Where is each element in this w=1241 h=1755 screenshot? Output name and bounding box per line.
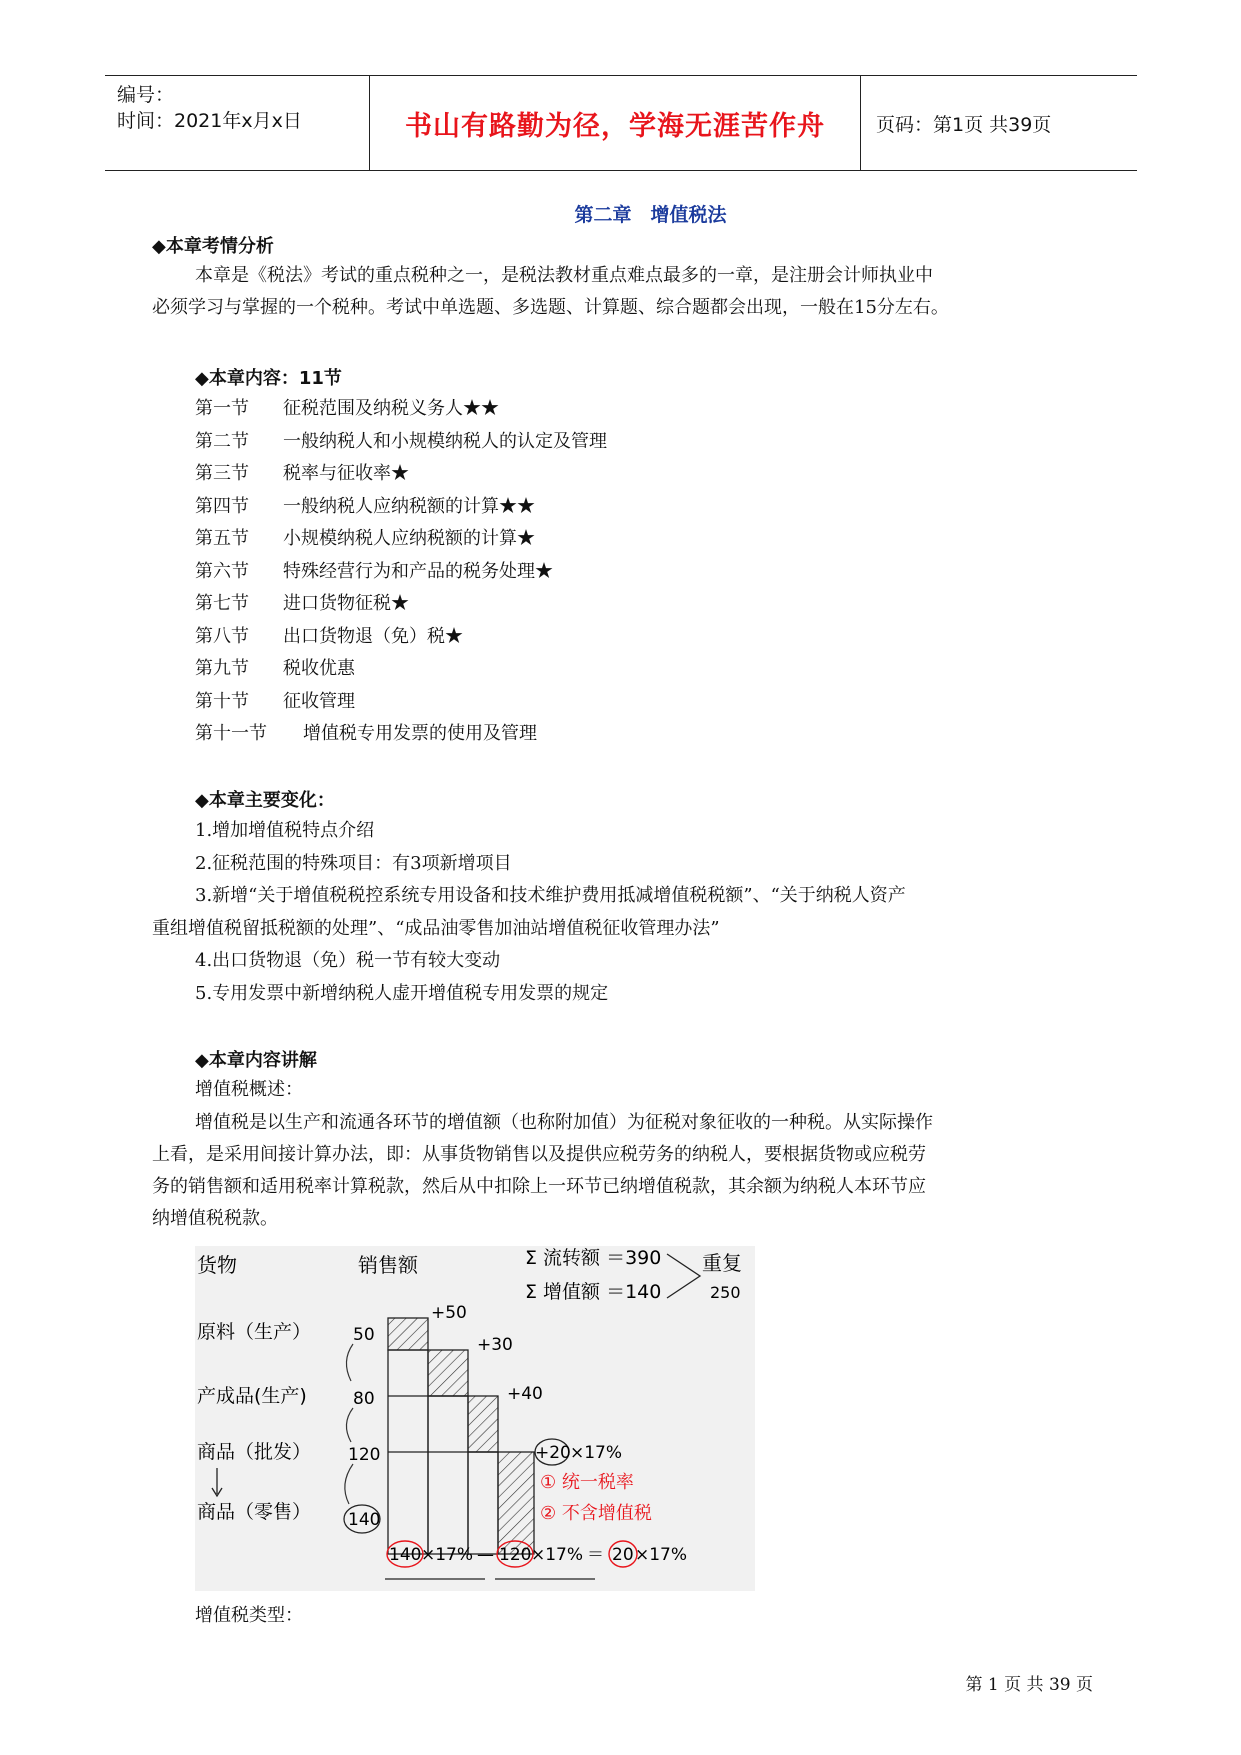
changes-heading: ◆本章主要变化：: [195, 790, 335, 811]
formula-b: 120: [499, 1545, 532, 1565]
list-item: 1.增加增值税特点介绍: [195, 820, 375, 841]
list-item: 第二节 一般纳税人和小规模纳税人的认定及管理: [195, 430, 607, 452]
base-block: [428, 1396, 468, 1554]
list-item: 第九节 税收优惠: [195, 658, 355, 679]
formula-minus: —: [477, 1545, 494, 1565]
vat-diagram: [195, 1246, 755, 1591]
repeat-label: 重复: [702, 1251, 742, 1275]
list-item: 第五节 小规模纳税人应纳税额的计算★: [195, 528, 535, 549]
added-block: [498, 1452, 534, 1554]
list-item: 第十一节 增值税专用发票的使用及管理: [195, 723, 537, 744]
list-item: 5.专用发票中新增纳税人虚开增值税专用发票的规定: [195, 982, 609, 1004]
overview-line-4: 纳增值税税款。: [152, 1208, 278, 1229]
formula-c: 20: [612, 1545, 634, 1565]
formula-rate: ×17%: [635, 1545, 688, 1565]
list-item: 第四节 一般纳税人应纳税额的计算★★: [195, 495, 535, 517]
explain-heading: ◆本章内容讲解: [195, 1050, 317, 1071]
list-item: 第三节 税率与征收率★: [195, 463, 409, 484]
brace-mark: [667, 1254, 700, 1298]
formula-rate: ×17%: [421, 1545, 474, 1565]
added-block: [388, 1318, 428, 1350]
list-item: 3.新增“关于增值税税控系统专用设备和技术维护费用抵减增值税税额”、“关于纳税人资产: [195, 885, 906, 906]
motto: 书山有路勤为径，学海无涯苦作舟: [405, 110, 825, 142]
page-info: 页码：第1页 共39页: [876, 113, 1052, 136]
flow-arrow: [345, 1464, 353, 1504]
overview-line-1: 增值税是以生产和流通各环节的增值额（也称附加值）为征税对象征收的一种税。从实际操作: [195, 1112, 933, 1133]
list-item: 第十节 征收管理: [195, 690, 355, 712]
sum-added: Σ 增值额 ＝140: [525, 1281, 662, 1303]
row-value: 120: [348, 1445, 381, 1465]
added-value: +50: [431, 1303, 467, 1323]
list-item: 第八节 出口货物退（免）税★: [195, 625, 463, 647]
row-value: 50: [353, 1325, 375, 1345]
list-item: 第一节 征税范围及纳税义务人★★: [195, 398, 499, 419]
analysis-line-1: 本章是《税法》考试的重点税种之一，是税法教材重点难点最多的一章，是注册会计师执业中: [195, 265, 933, 286]
header-motto-cell: [370, 76, 861, 170]
added-value: +30: [477, 1335, 513, 1355]
types-label: 增值税类型：: [195, 1605, 303, 1626]
col-goods: 货物: [197, 1253, 237, 1277]
vat-diagram-svg: [195, 1246, 755, 1591]
header-page-cell: [861, 76, 1137, 170]
number-label: 编号：: [117, 84, 175, 106]
row-label: 商品（批发）: [197, 1441, 312, 1463]
flow-arrow: [346, 1344, 353, 1381]
added-block: [428, 1350, 468, 1396]
row-value: 140: [348, 1510, 381, 1530]
row-label: 商品（零售）: [197, 1501, 312, 1523]
row-label: 原料（生产）: [197, 1321, 312, 1343]
note-exclusive-vat: ② 不含增值税: [540, 1503, 652, 1524]
formula-rate: ×17%: [531, 1545, 584, 1565]
changes-list: [152, 816, 906, 1011]
header-meta: [105, 76, 370, 170]
added-value: +20: [535, 1443, 571, 1463]
time-label: 时间：2021年x月x日: [117, 110, 302, 132]
analysis-heading: ◆本章考情分析: [152, 236, 274, 257]
document-header: [105, 75, 1137, 171]
contents-list: [195, 394, 607, 752]
analysis-line-2: 必须学习与掌握的一个税种。考试中单选题、多选题、计算题、综合题都会出现，一般在15分左右。: [152, 297, 949, 318]
sum-turnover: Σ 流转额 ＝390: [525, 1247, 662, 1269]
overview-label: 增值税概述：: [195, 1079, 303, 1100]
overview-line-2: 上看，是采用间接计算办法，即：从事货物销售以及提供应税劳务的纳税人，要根据货物或应税劳: [152, 1144, 926, 1165]
row-value: 80: [353, 1389, 375, 1409]
list-item: 第六节 特殊经营行为和产品的税务处理★: [195, 560, 553, 582]
row-label: 产成品(生产): [197, 1385, 307, 1407]
note-uniform-rate: ① 统一税率: [540, 1472, 634, 1493]
added-value: +40: [507, 1384, 543, 1404]
list-item: 2.征税范围的特殊项目：有3项新增项目: [195, 852, 512, 874]
contents-heading: ◆本章内容：11节: [195, 368, 342, 389]
formula-a: 140: [389, 1545, 422, 1565]
col-sales: 销售额: [358, 1253, 418, 1277]
list-item: 重组增值税留抵税额的处理”、“成品油零售加油站增值税征收管理办法”: [152, 917, 720, 939]
base-block: [468, 1452, 498, 1554]
repeat-value: 250: [710, 1283, 741, 1302]
list-item: 4.出口货物退（免）税一节有较大变动: [195, 950, 501, 971]
chapter-title: 第二章 增值税法: [574, 204, 727, 226]
page-footer: 第 1 页 共 39 页: [965, 1675, 1093, 1695]
formula-eq: ＝: [587, 1545, 604, 1565]
flow-arrow: [346, 1408, 353, 1442]
list-item: 第七节 进口货物征税★: [195, 593, 409, 614]
rate-suffix: ×17%: [570, 1443, 623, 1463]
overview-line-3: 务的销售额和适用税率计算税款，然后从中扣除上一环节已纳增值税款，其余额为纳税人本环节应: [152, 1176, 926, 1197]
added-block: [468, 1396, 498, 1452]
